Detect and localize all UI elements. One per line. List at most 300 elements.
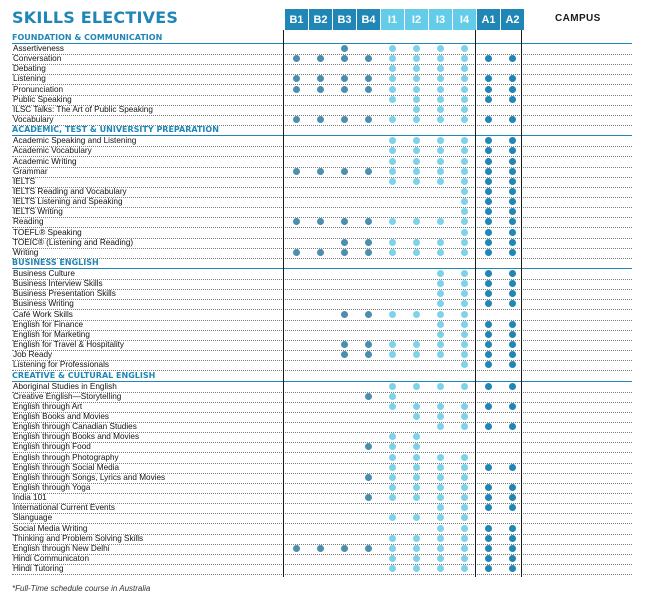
footnote: *Full-Time schedule course in Australia [12, 584, 151, 593]
level-header-b2: B2 [309, 9, 332, 30]
level-dot-a2 [509, 321, 516, 328]
level-dot-a1 [485, 158, 492, 165]
level-dot-i3 [437, 106, 444, 113]
course-label: Hindi Tutoring [13, 564, 64, 574]
level-dot-i4 [461, 535, 468, 542]
level-dot-b1 [293, 168, 300, 175]
level-dot-i2 [413, 454, 420, 461]
level-dot-a1 [485, 464, 492, 471]
course-label: Hindi Communicaton [13, 554, 89, 564]
level-dot-i2 [413, 86, 420, 93]
level-dot-i3 [437, 474, 444, 481]
level-dot-i4 [461, 218, 468, 225]
level-dot-b2 [317, 545, 324, 552]
level-dot-a1 [485, 188, 492, 195]
level-dot-a2 [509, 55, 516, 62]
level-dot-i3 [437, 494, 444, 501]
level-header-b4: B4 [357, 9, 380, 30]
level-dot-a1 [485, 218, 492, 225]
level-header-i1: I1 [381, 9, 404, 30]
level-dot-a1 [485, 535, 492, 542]
section-heading: CREATIVE & CULTURAL ENGLISH [12, 371, 632, 382]
level-dot-b3 [341, 55, 348, 62]
level-dot-b4 [365, 249, 372, 256]
level-dot-a2 [509, 229, 516, 236]
level-dot-b4 [365, 55, 372, 62]
level-dot-i3 [437, 158, 444, 165]
level-dot-b3 [341, 116, 348, 123]
level-dot-i2 [413, 65, 420, 72]
level-dot-a2 [509, 208, 516, 215]
level-dot-i4 [461, 494, 468, 501]
level-dot-b3 [341, 45, 348, 52]
course-label: Writing [13, 247, 39, 257]
level-dot-i4 [461, 188, 468, 195]
level-dot-i2 [413, 168, 420, 175]
level-dot-i3 [437, 504, 444, 511]
level-dot-i2 [413, 484, 420, 491]
course-label: Listening [13, 74, 46, 84]
level-dot-i4 [461, 116, 468, 123]
level-dot-i1 [389, 116, 396, 123]
level-dot-a1 [485, 270, 492, 277]
course-label: Assertiveness [13, 44, 64, 53]
level-dot-i1 [389, 565, 396, 572]
course-label: English through Social Media [13, 462, 120, 472]
level-dot-b2 [317, 168, 324, 175]
level-dot-i2 [413, 464, 420, 471]
level-dot-i1 [389, 484, 396, 491]
level-dot-i4 [461, 137, 468, 144]
level-dot-b4 [365, 393, 372, 400]
course-label: TOEFL® Speaking [13, 227, 82, 237]
level-dot-a1 [485, 239, 492, 246]
level-dot-i2 [413, 96, 420, 103]
level-dot-b1 [293, 545, 300, 552]
level-dot-i4 [461, 514, 468, 521]
level-dot-i3 [437, 525, 444, 532]
level-dot-i1 [389, 178, 396, 185]
level-dot-i2 [413, 311, 420, 318]
level-dot-b4 [365, 168, 372, 175]
level-dot-i4 [461, 484, 468, 491]
level-dot-i3 [437, 555, 444, 562]
level-dot-i2 [413, 158, 420, 165]
level-dot-a2 [509, 158, 516, 165]
course-label: English for Travel & Hospitality [13, 340, 125, 350]
level-dot-i3 [437, 300, 444, 307]
level-dot-i4 [461, 106, 468, 113]
course-label: Business Writing [13, 299, 74, 309]
level-dot-b4 [365, 86, 372, 93]
course-label: English through Songs, Lyrics and Movies [13, 472, 166, 482]
course-label: Social Media Writing [13, 523, 88, 533]
level-dot-i3 [437, 514, 444, 521]
level-dot-b2 [317, 86, 324, 93]
course-label: Grammar [13, 166, 48, 176]
level-dot-i3 [437, 454, 444, 461]
level-dot-a1 [485, 137, 492, 144]
level-dot-b3 [341, 351, 348, 358]
level-dot-b3 [341, 249, 348, 256]
level-dot-b4 [365, 311, 372, 318]
level-dot-a1 [485, 55, 492, 62]
level-dot-i4 [461, 474, 468, 481]
level-dot-i1 [389, 383, 396, 390]
level-dot-i4 [461, 403, 468, 410]
level-dot-i1 [389, 545, 396, 552]
level-dot-i4 [461, 45, 468, 52]
level-dot-i1 [389, 96, 396, 103]
level-dot-i4 [461, 158, 468, 165]
level-dot-i3 [437, 351, 444, 358]
course-label: IELTS Listening and Speaking [13, 197, 123, 207]
level-dot-i3 [437, 280, 444, 287]
level-dot-i4 [461, 525, 468, 532]
course-label: Listening for Professionals [13, 360, 110, 370]
course-label: IELTS Writing [13, 207, 63, 217]
level-dot-i1 [389, 55, 396, 62]
level-dot-b4 [365, 443, 372, 450]
level-dot-a1 [485, 351, 492, 358]
course-label: Academic Speaking and Listening [13, 136, 137, 146]
level-dot-a2 [509, 565, 516, 572]
course-label: Academic Writing [13, 156, 77, 166]
course-label: English Books and Movies [13, 411, 110, 421]
level-dot-b4 [365, 545, 372, 552]
level-dot-i3 [437, 45, 444, 52]
level-dot-a1 [485, 86, 492, 93]
level-dot-a2 [509, 270, 516, 277]
level-dot-i3 [437, 55, 444, 62]
level-header-i4: I4 [453, 9, 476, 30]
level-dot-i3 [437, 413, 444, 420]
level-dot-a1 [485, 331, 492, 338]
level-dot-a2 [509, 545, 516, 552]
level-dot-i2 [413, 55, 420, 62]
level-dot-a1 [485, 494, 492, 501]
level-dot-a2 [509, 331, 516, 338]
level-dot-i2 [413, 474, 420, 481]
level-dot-i2 [413, 178, 420, 185]
level-dot-a1 [485, 383, 492, 390]
course-label: Job Ready [13, 350, 53, 360]
course-label: Conversation [13, 54, 62, 64]
level-dot-a2 [509, 464, 516, 471]
level-dot-i2 [413, 565, 420, 572]
level-dot-a2 [509, 218, 516, 225]
level-dot-a1 [485, 249, 492, 256]
level-dot-a2 [509, 198, 516, 205]
level-dot-i2 [413, 106, 420, 113]
level-dot-b1 [293, 86, 300, 93]
level-dot-i1 [389, 514, 396, 521]
level-dot-i1 [389, 147, 396, 154]
level-dot-i1 [389, 311, 396, 318]
level-dot-i4 [461, 321, 468, 328]
level-dot-a1 [485, 341, 492, 348]
level-dot-a1 [485, 361, 492, 368]
level-dot-a2 [509, 290, 516, 297]
level-dot-i2 [413, 413, 420, 420]
level-dot-b4 [365, 474, 372, 481]
level-dot-b1 [293, 116, 300, 123]
course-label: English through Art [13, 401, 83, 411]
level-header-b3: B3 [333, 9, 356, 30]
level-dot-i1 [389, 65, 396, 72]
level-dot-a2 [509, 484, 516, 491]
course-label: ILSC Talks: The Art of Public Speaking [13, 104, 153, 114]
level-dot-i1 [389, 535, 396, 542]
level-dot-i4 [461, 504, 468, 511]
level-dot-i2 [413, 403, 420, 410]
level-dot-i4 [461, 383, 468, 390]
level-dot-i2 [413, 514, 420, 521]
level-dot-b1 [293, 55, 300, 62]
course-label: Public Speaking [13, 94, 72, 104]
level-dot-i4 [461, 239, 468, 246]
level-dot-i2 [413, 555, 420, 562]
level-dot-a2 [509, 300, 516, 307]
level-dot-i3 [437, 383, 444, 390]
level-dot-b2 [317, 116, 324, 123]
level-dot-i2 [413, 239, 420, 246]
level-dot-i3 [437, 239, 444, 246]
level-dot-a2 [509, 75, 516, 82]
level-dot-i2 [413, 218, 420, 225]
level-dot-i3 [437, 341, 444, 348]
level-dot-i2 [413, 249, 420, 256]
level-dot-b4 [365, 218, 372, 225]
course-label: Academic Vocabulary [13, 146, 92, 156]
level-dot-i3 [437, 565, 444, 572]
level-dot-i2 [413, 351, 420, 358]
level-dot-i1 [389, 494, 396, 501]
level-dot-a2 [509, 423, 516, 430]
level-dot-a2 [509, 361, 516, 368]
level-dot-i4 [461, 545, 468, 552]
level-dot-b2 [317, 249, 324, 256]
level-dot-i4 [461, 168, 468, 175]
level-dot-b1 [293, 218, 300, 225]
level-dot-i2 [413, 535, 420, 542]
level-dot-i3 [437, 331, 444, 338]
level-dot-b3 [341, 218, 348, 225]
level-dot-a1 [485, 423, 492, 430]
level-dot-i4 [461, 300, 468, 307]
level-dot-i3 [437, 403, 444, 410]
level-dot-i4 [461, 351, 468, 358]
course-label: India 101 [13, 493, 47, 503]
level-dot-i2 [413, 147, 420, 154]
level-dot-i4 [461, 65, 468, 72]
course-label: English through New Delhi [13, 543, 110, 553]
course-label: Café Work Skills [13, 309, 73, 319]
level-dot-a2 [509, 494, 516, 501]
level-dot-a1 [485, 229, 492, 236]
level-dot-i2 [413, 45, 420, 52]
level-dot-i3 [437, 86, 444, 93]
level-dot-a1 [485, 116, 492, 123]
level-dot-i4 [461, 454, 468, 461]
level-dot-a1 [485, 198, 492, 205]
level-dot-i1 [389, 403, 396, 410]
course-label: International Current Events [13, 503, 115, 513]
level-dot-i1 [389, 443, 396, 450]
level-header-a1: A1 [477, 9, 500, 30]
level-header-i2: I2 [405, 9, 428, 30]
level-dot-a2 [509, 116, 516, 123]
level-dot-i4 [461, 208, 468, 215]
section-heading: FOUNDATION & COMMUNICATION [12, 33, 632, 44]
level-dot-b1 [293, 75, 300, 82]
course-label: Business Culture [13, 269, 75, 278]
course-label: English through Food [13, 442, 91, 452]
level-dot-i1 [389, 239, 396, 246]
level-dot-b3 [341, 168, 348, 175]
level-dot-i2 [413, 116, 420, 123]
level-dot-i4 [461, 270, 468, 277]
level-dot-i3 [437, 464, 444, 471]
level-dot-a2 [509, 249, 516, 256]
level-dot-b3 [341, 75, 348, 82]
level-dot-i2 [413, 341, 420, 348]
level-dot-i4 [461, 290, 468, 297]
level-dot-b3 [341, 86, 348, 93]
course-label: Business Presentation Skills [13, 289, 116, 299]
level-dot-a1 [485, 484, 492, 491]
level-dot-a2 [509, 168, 516, 175]
level-dot-i2 [413, 443, 420, 450]
level-dot-a1 [485, 565, 492, 572]
level-dot-b4 [365, 239, 372, 246]
level-dot-a1 [485, 555, 492, 562]
level-dot-i2 [413, 383, 420, 390]
level-dot-i1 [389, 393, 396, 400]
course-label: Pronunciation [13, 84, 64, 94]
level-dot-a1 [485, 525, 492, 532]
level-dot-a2 [509, 341, 516, 348]
level-dot-a2 [509, 178, 516, 185]
section-heading: ACADEMIC, TEST & UNIVERSITY PREPARATION [12, 125, 632, 136]
course-label: IELTS Reading and Vocabulary [13, 186, 127, 196]
level-dot-i4 [461, 280, 468, 287]
level-dot-i1 [389, 168, 396, 175]
column-divider [475, 30, 476, 577]
course-label: English through Yoga [13, 483, 91, 492]
level-dot-i1 [389, 351, 396, 358]
level-dot-a2 [509, 504, 516, 511]
level-dot-a1 [485, 96, 492, 103]
level-dot-i3 [437, 218, 444, 225]
level-dot-b2 [317, 55, 324, 62]
level-dot-i4 [461, 341, 468, 348]
course-label: Creative English—Storytelling [13, 391, 122, 401]
level-header-a2: A2 [501, 9, 524, 30]
level-dot-i4 [461, 464, 468, 471]
level-dot-i1 [389, 218, 396, 225]
level-dot-b4 [365, 494, 372, 501]
level-dot-i1 [389, 433, 396, 440]
level-dot-b2 [317, 75, 324, 82]
course-label: English through Photography [13, 452, 119, 462]
column-divider [521, 30, 522, 577]
level-dot-i1 [389, 341, 396, 348]
course-label: Aboriginal Studies in English [13, 381, 117, 391]
level-dot-b3 [341, 341, 348, 348]
level-dot-i3 [437, 484, 444, 491]
level-header-i3: I3 [429, 9, 452, 30]
level-dot-i1 [389, 249, 396, 256]
level-dot-i4 [461, 55, 468, 62]
level-dot-i1 [389, 75, 396, 82]
level-dot-a2 [509, 280, 516, 287]
level-dot-a2 [509, 239, 516, 246]
level-dot-i3 [437, 65, 444, 72]
level-dot-i2 [413, 75, 420, 82]
level-dot-i3 [437, 311, 444, 318]
level-dot-i3 [437, 423, 444, 430]
level-dot-i4 [461, 423, 468, 430]
page-title: SKILLS ELECTIVES [12, 8, 179, 27]
level-dot-i3 [437, 249, 444, 256]
course-label: English through Canadian Studies [13, 422, 137, 432]
section-heading: BUSINESS ENGLISH [12, 258, 632, 269]
course-label: English through Books and Movies [13, 432, 140, 442]
level-dot-a2 [509, 351, 516, 358]
level-dot-i2 [413, 545, 420, 552]
level-dot-i3 [437, 535, 444, 542]
level-dot-i3 [437, 290, 444, 297]
level-dot-i1 [389, 464, 396, 471]
course-label: Reading [13, 217, 44, 227]
level-dot-a1 [485, 168, 492, 175]
level-dot-i4 [461, 96, 468, 103]
level-dot-i3 [437, 116, 444, 123]
course-label: Vocabulary [13, 115, 54, 125]
level-dot-i3 [437, 178, 444, 185]
level-dot-i1 [389, 454, 396, 461]
level-dot-a1 [485, 504, 492, 511]
course-label: English for Finance [13, 319, 84, 329]
level-dot-b2 [317, 218, 324, 225]
level-dot-i4 [461, 555, 468, 562]
level-dot-i3 [437, 96, 444, 103]
level-dot-i4 [461, 75, 468, 82]
level-dot-a2 [509, 137, 516, 144]
level-dot-i4 [461, 249, 468, 256]
level-dot-i1 [389, 45, 396, 52]
level-dot-a1 [485, 321, 492, 328]
campus-header: CAMPUS [555, 13, 601, 24]
level-dot-i1 [389, 137, 396, 144]
level-dot-i1 [389, 474, 396, 481]
level-dot-i4 [461, 178, 468, 185]
level-dot-i2 [413, 137, 420, 144]
level-dot-i4 [461, 331, 468, 338]
level-dot-a2 [509, 86, 516, 93]
level-dot-a2 [509, 147, 516, 154]
level-dot-b4 [365, 75, 372, 82]
course-label: Slanguage [13, 513, 53, 523]
level-dot-b4 [365, 116, 372, 123]
level-dot-i4 [461, 198, 468, 205]
level-dot-a1 [485, 208, 492, 215]
level-dot-a1 [485, 290, 492, 297]
level-header-b1: B1 [285, 9, 308, 30]
table-row [12, 564, 632, 575]
level-dot-i3 [437, 75, 444, 82]
